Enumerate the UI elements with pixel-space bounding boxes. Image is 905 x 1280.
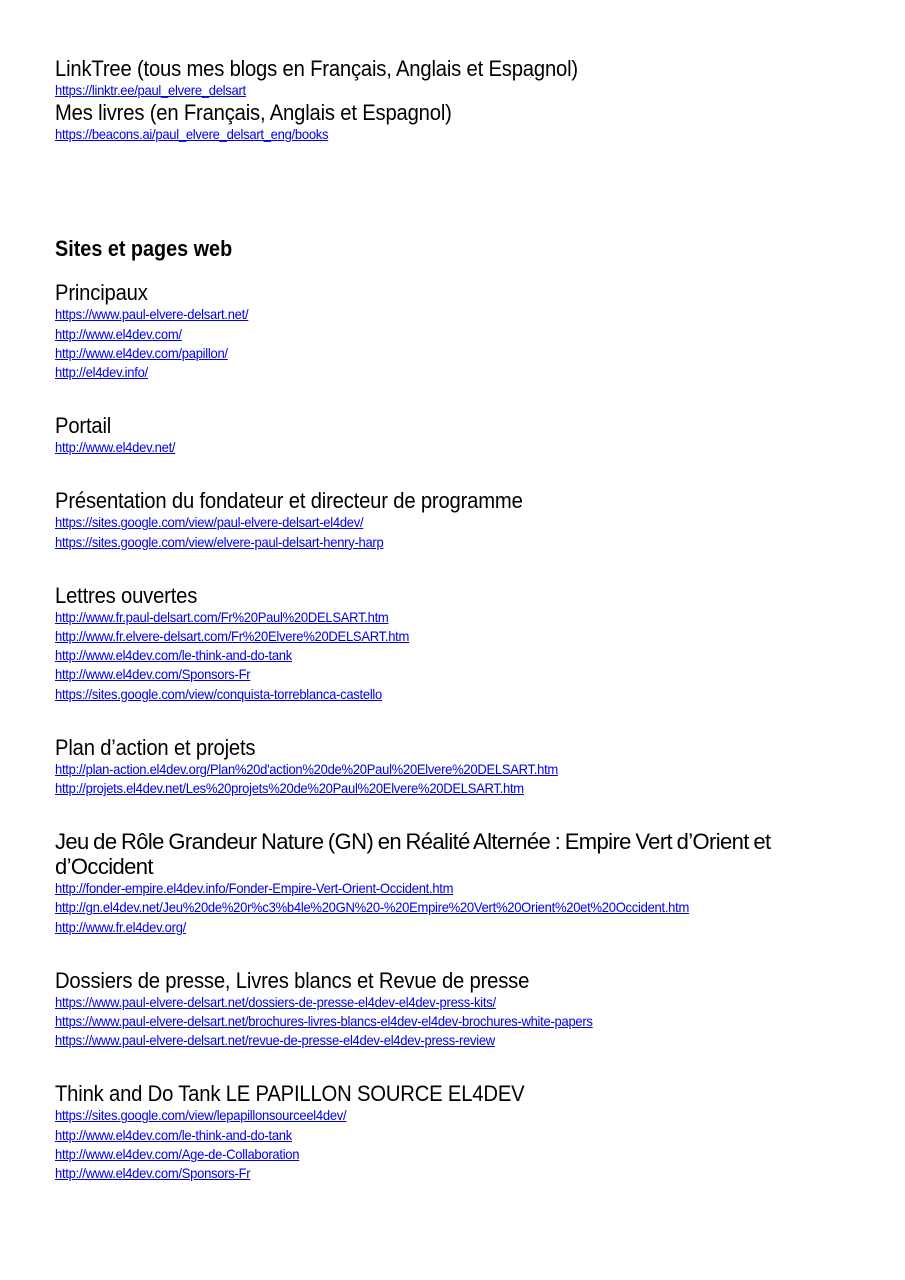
group-link[interactable]: http://gn.el4dev.net/Jeu%20de%20r%c3%b4le%20GN%20-%20Empire%20Vert%20Orient%20et%20Occident.htm bbox=[55, 899, 690, 916]
group-principaux bbox=[55, 280, 855, 382]
group-think-and-do-tank bbox=[55, 1081, 855, 1183]
group-link[interactable]: https://sites.google.com/view/conquista-torreblanca-castello bbox=[55, 685, 383, 702]
group-heading: Principaux bbox=[55, 280, 148, 306]
group-link[interactable]: http://fonder-empire.el4dev.info/Fonder-Empire-Vert-Orient-Occident.htm bbox=[55, 880, 454, 897]
group-presentation bbox=[55, 488, 855, 551]
group-heading: Plan d’action et projets bbox=[55, 734, 256, 760]
group-link[interactable]: http://www.el4dev.com/le-think-and-do-tank bbox=[55, 1126, 292, 1143]
group-heading: Présentation du fondateur et directeur de programme bbox=[55, 488, 523, 514]
group-heading: Think and Do Tank LE PAPILLON SOURCE EL4DEV bbox=[55, 1081, 525, 1107]
group-link[interactable]: http://el4dev.info/ bbox=[55, 364, 148, 381]
group-link[interactable]: http://projets.el4dev.net/Les%20projets%20de%20Paul%20Elvere%20DELSART.htm bbox=[55, 780, 524, 797]
books-link[interactable]: https://beacons.ai/paul_elvere_delsart_eng/books bbox=[55, 126, 329, 143]
linktree-link[interactable]: https://linktr.ee/paul_elvere_delsart bbox=[55, 82, 246, 98]
group-link[interactable]: http://www.el4dev.com/Age-de-Collaboration bbox=[55, 1145, 300, 1162]
group-link[interactable]: https://www.paul-elvere-delsart.net/ bbox=[55, 306, 249, 323]
group-link[interactable]: http://www.el4dev.com/papillon/ bbox=[55, 344, 228, 361]
group-link[interactable]: http://www.fr.el4dev.org/ bbox=[55, 918, 187, 935]
group-link[interactable]: http://www.el4dev.com/Sponsors-Fr bbox=[55, 1165, 251, 1182]
group-heading: Portail bbox=[55, 413, 112, 439]
group-heading: Dossiers de presse, Livres blancs et Revue de presse bbox=[55, 967, 530, 993]
group-link[interactable]: http://www.el4dev.com/ bbox=[55, 325, 182, 342]
group-link[interactable]: https://www.paul-elvere-delsart.net/brochures-livres-blancs-el4dev-el4dev-brochures-white-papers bbox=[55, 1013, 593, 1030]
group-dossiers-presse bbox=[55, 968, 855, 1051]
group-link[interactable]: https://sites.google.com/view/elvere-paul-delsart-henry-harp bbox=[55, 533, 384, 550]
group-plan-action bbox=[55, 735, 855, 798]
group-heading: Lettres ouvertes bbox=[55, 582, 198, 608]
group-jeu-de-role bbox=[55, 829, 855, 937]
section-title: Sites et pages web bbox=[55, 236, 233, 262]
books-heading: Mes livres (en Français, Anglais et Espagnol) bbox=[55, 100, 452, 126]
group-link[interactable]: http://www.el4dev.com/Sponsors-Fr bbox=[55, 666, 251, 683]
group-lettres-ouvertes bbox=[55, 583, 855, 704]
group-link[interactable]: https://www.paul-elvere-delsart.net/dossiers-de-presse-el4dev-el4dev-press-kits/ bbox=[55, 993, 496, 1010]
group-link[interactable]: https://sites.google.com/view/lepapillonsourceel4dev/ bbox=[55, 1107, 347, 1124]
group-link[interactable]: http://www.fr.paul-delsart.com/Fr%20Paul%20DELSART.htm bbox=[55, 608, 389, 625]
group-heading: Jeu de Rôle Grandeur Nature (GN) en Réalité Alternée : Empire Vert d’Orient et d’Occident bbox=[55, 829, 771, 880]
group-link[interactable]: https://sites.google.com/view/paul-elvere-delsart-el4dev/ bbox=[55, 514, 364, 531]
group-link[interactable]: http://www.fr.elvere-delsart.com/Fr%20Elvere%20DELSART.htm bbox=[55, 628, 410, 645]
group-link[interactable]: http://plan-action.el4dev.org/Plan%20d'action%20de%20Paul%20Elvere%20DELSART.htm bbox=[55, 760, 558, 777]
group-link[interactable]: http://www.el4dev.com/le-think-and-do-tank bbox=[55, 647, 292, 664]
group-portail bbox=[55, 413, 855, 457]
group-link[interactable]: https://www.paul-elvere-delsart.net/revue-de-presse-el4dev-el4dev-press-review bbox=[55, 1032, 495, 1049]
document-page bbox=[55, 56, 855, 1183]
linktree-heading: LinkTree (tous mes blogs en Français, Anglais et Espagnol) bbox=[55, 56, 578, 81]
group-link[interactable]: http://www.el4dev.net/ bbox=[55, 439, 176, 456]
